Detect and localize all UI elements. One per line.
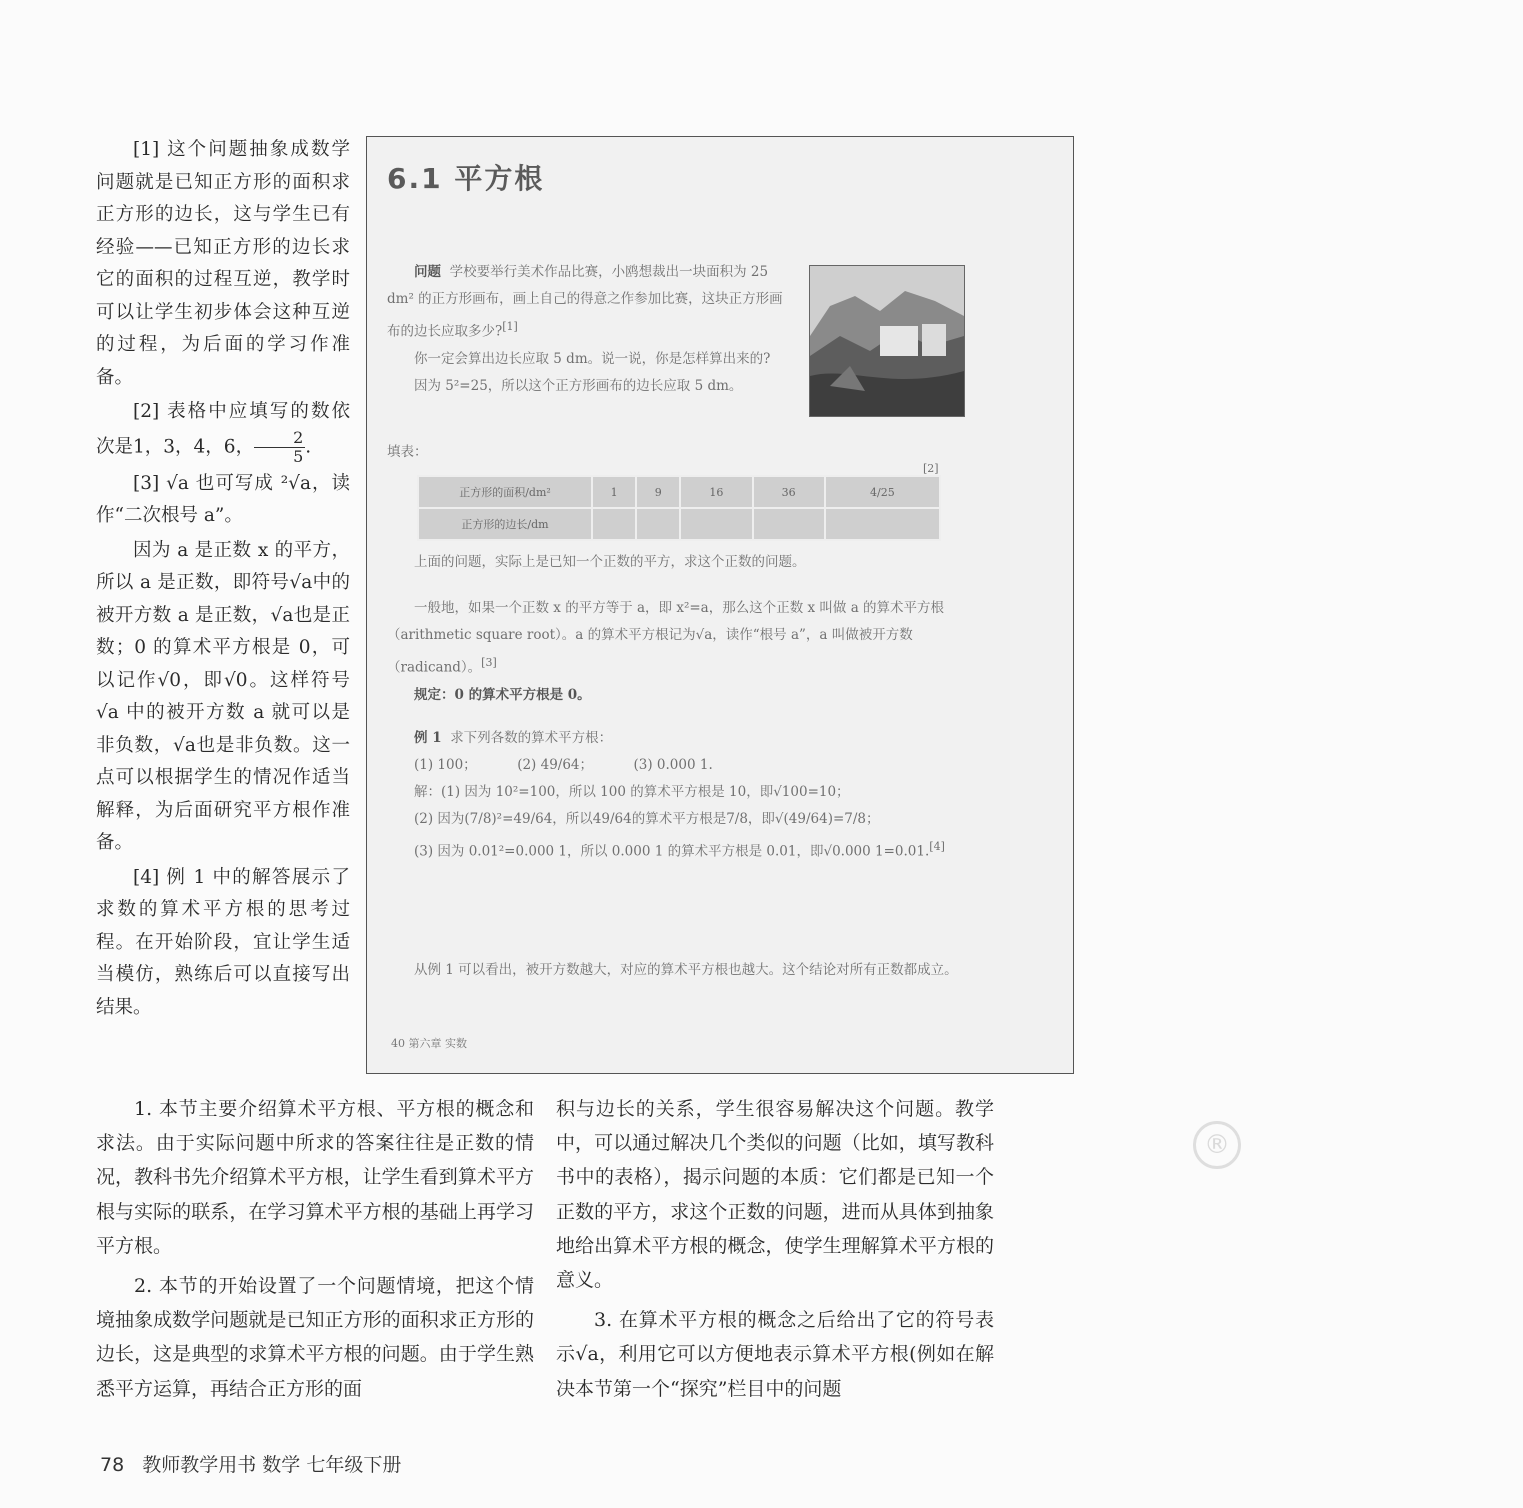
margin-note-3-detail: 因为 a 是正数 x 的平方，所以 a 是正数，即符号√a中的被开方数 a 是正数，√a也是正数；0 的算术平方根是 0，可以记作√0，即√0。这样符号√a 中的被开方数 a 就可以是非负数，√a也是非负数。这一点可以根据学生的情况作适当解释，为后面研究平方根作准备。: [96, 539, 350, 853]
table-cell: [636, 508, 680, 540]
table-cell: 正方形的面积/dm²: [418, 476, 592, 508]
definition-rule: 规定：0 的算术平方根是 0。: [414, 686, 591, 703]
margin-notes: [96, 134, 350, 1026]
note-marker-4: [4]: [929, 840, 945, 853]
margin-note-1: [1] 这个问题抽象成数学问题就是已知正方形的面积求正方形的边长，这与学生已有经验——已知正方形的边长求它的面积的过程互逆，教学时可以让学生初步体会这种互逆的过程，为后面的学习作准备。: [96, 139, 350, 388]
margin-note-2: [96, 396, 350, 466]
example-label: 例 1: [414, 730, 442, 746]
table-cell: 4/25: [825, 476, 940, 508]
definition-text: 一般地，如果一个正数 x 的平方等于 a，即 x²=a，那么这个正数 x 叫做 a 的算术平方根（arithmetic square root）。a 的算术平方根记为√a，读作“根号 a”，a 叫做被开方数（radicand）。: [387, 600, 945, 676]
note-marker-2: [2]: [923, 462, 939, 475]
example-heading: [387, 725, 967, 752]
table-cell: [753, 508, 825, 540]
problem-question: 你一定会算出边长应取 5 dm。说一说，你是怎样算出来的?: [414, 350, 771, 367]
summary-block: [387, 549, 967, 576]
table-cell: [592, 508, 636, 540]
note-marker-1: [1]: [502, 320, 518, 333]
fraction-numerator: 2: [254, 429, 305, 448]
problem-paragraph: [387, 259, 787, 346]
registered-mark-icon: ®: [1193, 1121, 1241, 1169]
body-column-right: [556, 1092, 994, 1412]
body-paragraph: 2. 本节的开始设置了一个问题情境，把这个情境抽象成数学问题就是已知正方形的面积求正方形的边长，这是典型的求算术平方根的问题。由于学生熟悉平方运算，再结合正方形的面: [96, 1275, 534, 1400]
solution-1: 解：(1) 因为 10²=100，所以 100 的算术平方根是 10，即√100=10；: [414, 784, 850, 800]
section-title: 6.1 平方根: [387, 162, 545, 195]
definition-paragraph: [387, 595, 967, 682]
example-item: (3) 0.000 1.: [633, 757, 713, 773]
page-number: 78: [100, 1454, 125, 1476]
page-footer: [100, 1450, 401, 1477]
problem-text: 学校要举行美术作品比赛，小鸥想裁出一块面积为 25 dm² 的正方形画布，画上自己的得意之作参加比赛，这块正方形画布的边长应取多少?: [387, 264, 783, 340]
table-cell: 16: [680, 476, 752, 508]
margin-note-2-text: [2] 表格中应填写的数依次是1，3，4，6，: [96, 401, 350, 457]
solution-2: (2) 因为(7/8)²=49/64，所以49/64的算术平方根是7/8，即√(49/64)=7/8；: [414, 811, 880, 827]
table-cell: 9: [636, 476, 680, 508]
example-text: 求下列各数的算术平方根：: [450, 730, 613, 746]
example-block: [387, 725, 967, 866]
fill-table-label: 填表：: [387, 444, 428, 460]
table-cell: 36: [753, 476, 825, 508]
solution-3: (3) 因为 0.01²=0.000 1，所以 0.000 1 的算术平方根是 0.01，即√0.000 1=0.01.: [414, 843, 930, 860]
fraction: [254, 429, 305, 466]
conclusion-text: 从例 1 可以看出，被开方数越大，对应的算术平方根也越大。这个结论对所有正数都成立。: [414, 962, 958, 978]
body-paragraph: 1. 本节主要介绍算术平方根、平方根的概念和求法。由于实际问题中所求的答案往往是正数的情况，教科书先介绍算术平方根，让学生看到算术平方根与实际的联系，在学习算术平方根的基础上再学习平方根。: [96, 1098, 534, 1257]
table-cell: 正方形的边长/dm: [418, 508, 592, 540]
body-paragraph: 3. 在算术平方根的概念之后给出了它的符号表示√a，利用它可以方便地表示算术平方根(例如在解决本节第一个“探究”栏目中的问题: [556, 1309, 994, 1400]
problem-label: 问题: [414, 264, 441, 280]
margin-note-4: [4] 例 1 中的解答展示了求数的算术平方根的思考过程。在开始阶段，宜让学生适当模仿，熟练后可以直接写出结果。: [96, 866, 350, 1018]
problem-answer: 因为 5²=25，所以这个正方形画布的边长应取 5 dm。: [414, 377, 743, 394]
table-row: [418, 508, 940, 540]
margin-note-3: [3] √a 也可写成 ²√a，读作“二次根号 a”。: [96, 472, 350, 526]
example-items: [387, 752, 967, 779]
conclusion-block: [387, 957, 967, 984]
textbook-page-reproduction: [366, 136, 1230, 1160]
note-marker-3: [3]: [481, 656, 497, 669]
table-row: [418, 476, 940, 508]
example-item: (2) 49/64；: [517, 757, 594, 773]
example-item: (1) 100；: [414, 757, 477, 773]
problem-block: [387, 259, 787, 400]
body-column-left: [96, 1092, 534, 1412]
summary-text: 上面的问题，实际上是已知一个正数的平方，求这个正数的问题。: [414, 554, 806, 570]
area-side-table: [417, 475, 941, 541]
table-cell: [680, 508, 752, 540]
definition-block: [387, 595, 967, 709]
fraction-denominator: 5: [293, 446, 304, 466]
body-paragraph: 积与边长的关系，学生很容易解决这个问题。教学中，可以通过解决几个类似的问题（比如，填写教科书中的表格），揭示问题的本质：它们都是已知一个正数的平方，求这个正数的问题，进而从具体到抽象地给出算术平方根的概念，使学生理解算术平方根的意义。: [556, 1098, 994, 1292]
book-title: 教师教学用书 数学 七年级下册: [142, 1454, 402, 1476]
table-cell: 1: [592, 476, 636, 508]
table-cell: [825, 508, 940, 540]
landscape-painting-image: [809, 265, 965, 417]
solution-3-paragraph: [387, 833, 967, 866]
textbook-page-footer: 40 第六章 实数: [391, 1037, 467, 1050]
fraction-suffix: .: [305, 436, 312, 457]
